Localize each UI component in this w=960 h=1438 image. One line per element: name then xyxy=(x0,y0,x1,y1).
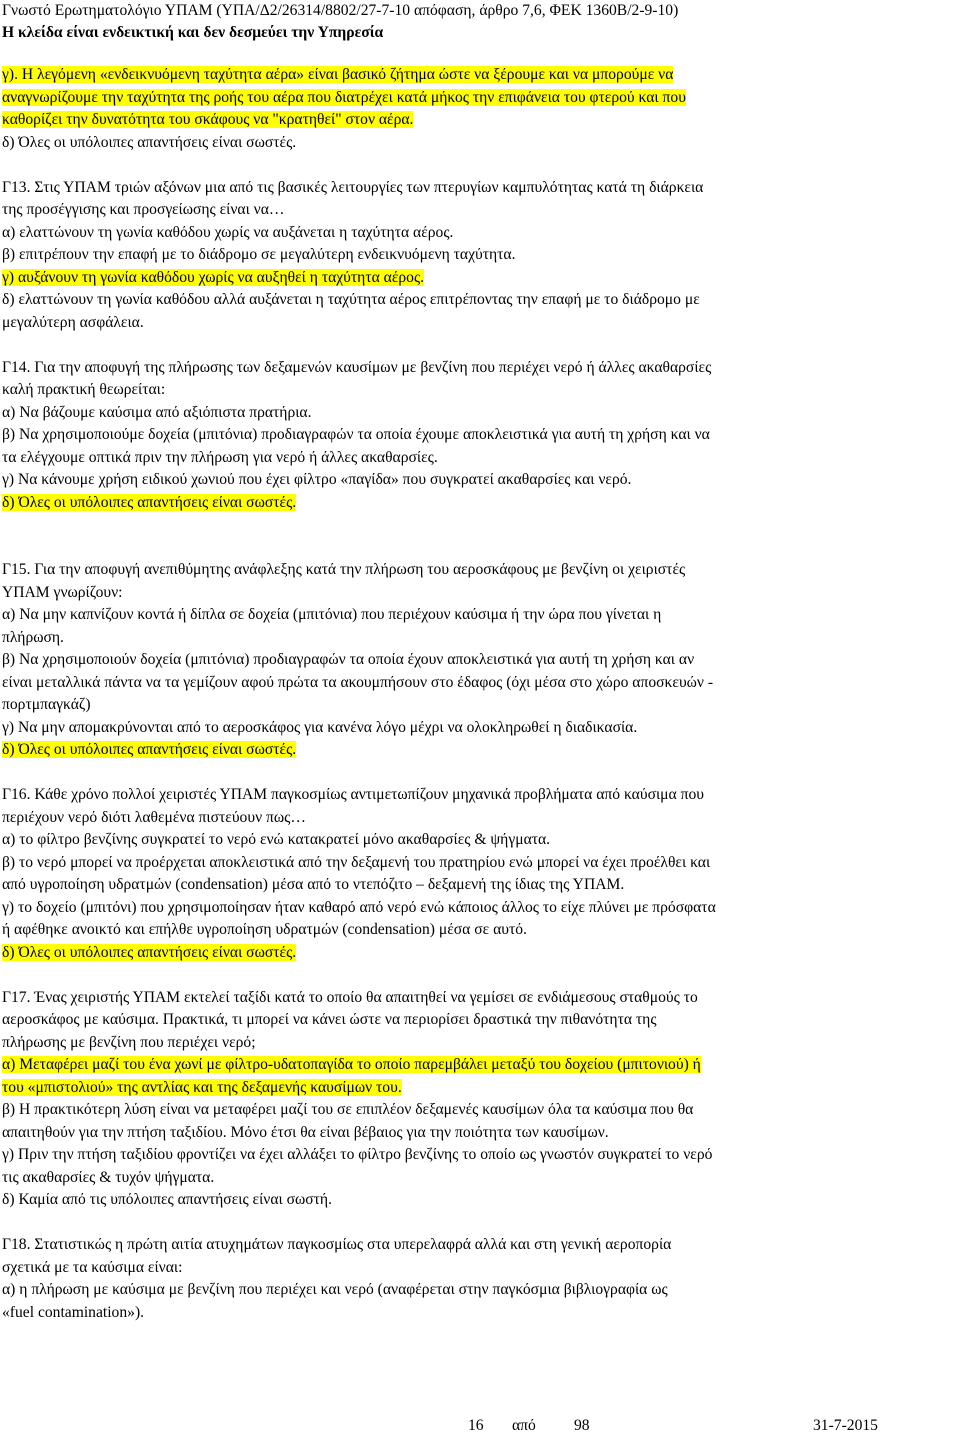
line-text: τις ακαθαρσίες & τυχόν ψήγματα. xyxy=(2,1168,215,1186)
line-text: πλήρωση. xyxy=(2,628,64,646)
question-block xyxy=(2,559,954,762)
text-line xyxy=(2,897,954,920)
text-line xyxy=(2,447,954,470)
text-line xyxy=(2,1257,954,1280)
text-line xyxy=(2,1099,954,1122)
highlighted-answer-text: καθορίζει την δυνατότητα του σκάφους να "κρατηθεί" στον αέρα. xyxy=(2,111,414,128)
paragraph-gap xyxy=(2,537,954,560)
text-line xyxy=(2,1054,954,1077)
line-text: Γ18. Στατιστικώς η πρώτη αιτία ατυχημάτων παγκοσμίως στα υπερελαφρά αλλά και στη γενική αεροπορία xyxy=(2,1236,672,1253)
paragraph-gap xyxy=(2,514,954,537)
highlighted-answer-text: δ) Όλες οι υπόλοιπες απαντήσεις είναι σωστές. xyxy=(2,493,297,511)
paragraph-gap xyxy=(2,154,954,177)
line-text: γ) το δοχείο (μπιτόνι) που χρησιμοποίησαν ήταν καθαρό από νερό ενώ κάποιος άλλος το είχε πλύνει με πρόσφατα xyxy=(2,898,716,916)
line-text: α) η πλήρωση με καύσιμα με βενζίνη που περιέχει και νερό (αναφέρεται στην παγκόσμια βιβλιογραφία ως xyxy=(2,1281,668,1298)
text-line xyxy=(2,1167,954,1190)
line-text: δ) Όλες οι υπόλοιπες απαντήσεις είναι σωστές. xyxy=(2,133,297,151)
line-text: «fuel contamination»). xyxy=(2,1303,145,1321)
paragraph-gap xyxy=(2,334,954,357)
text-line xyxy=(2,469,954,492)
text-line xyxy=(2,1144,954,1167)
line-text: α) Να μην καπνίζουν κοντά ή δίπλα σε δοχεία (μπιτόνια) που περιέχουν καύσιμα ή την ώρα που γίνεται η xyxy=(2,606,662,623)
text-line xyxy=(2,244,954,267)
text-line xyxy=(2,672,954,695)
page-total: 98 xyxy=(574,1417,590,1434)
header-disclaimer: Η κλείδα είναι ενδεικτική και δεν δεσμεύει την Υπηρεσία xyxy=(2,24,384,41)
line-text: δ) Καμία από τις υπόλοιπες απαντήσεις είναι σωστή. xyxy=(2,1191,332,1208)
text-line xyxy=(2,132,954,155)
text-line xyxy=(2,559,954,582)
line-text: Γ16. Κάθε χρόνο πολλοί χειριστές ΥΠΑΜ παγκοσμίως αντιμετωπίζουν μηχανικά προβλήματα από καύσιμα που xyxy=(2,786,704,803)
line-text: γ) Να μην απομακρύνονται από το αεροσκάφος για κανένα λόγο μέχρι να ολοκληρωθεί η διαδικασία. xyxy=(2,718,638,736)
text-line xyxy=(2,807,954,830)
text-line xyxy=(2,784,954,807)
text-line xyxy=(2,582,954,605)
highlighted-answer-text: αναγνωρίζουμε την ταχύτητα της ροής του αέρα που διατρέχει κατά μήκος την επιφάνεια του φτερού και που xyxy=(2,88,686,106)
header-title: Γνωστό Ερωτηματολόγιο ΥΠΑΜ (ΥΠΑ/Δ2/26314/8802/27-7-10 απόφαση, άρθρο 7,6, ΦΕΚ 1360Β/2-9-10) xyxy=(2,2,679,19)
highlighted-answer-text: α) Μεταφέρει μαζί του ένα χωνί με φίλτρο-υδατοπαγίδα το οποίο παρεμβάλει μεταξύ του δοχείου (μπιτονιού) ή xyxy=(2,1056,701,1073)
text-line xyxy=(2,627,954,650)
text-line xyxy=(2,199,954,222)
footer-date: 31-7-2015 xyxy=(813,1417,878,1434)
line-text: αεροσκάφος με καύσιμα. Πρακτικά, τι μπορεί να κάνει ώστε να περιορίσει δραστικά την πιθανότητα της xyxy=(2,1011,657,1028)
question-block xyxy=(2,177,954,335)
highlighted-answer-text: του «μπιστολιού» της αντλίας και της δεξαμενής καυσίμων του. xyxy=(2,1078,402,1096)
text-line xyxy=(2,1189,954,1212)
text-line xyxy=(2,64,954,87)
line-text: απαιτηθούν για την πτήση ταξιδίου. Μόνο έτσι θα είναι βέβαιος για την ποιότητα των καυσίμων. xyxy=(2,1123,609,1141)
line-text: Γ17. Ένας χειριστής ΥΠΑΜ εκτελεί ταξίδι κατά το οποίο θα απαιτηθεί να γεμίσει σε ενδιάμεσους σταθμούς το xyxy=(2,988,698,1006)
text-line xyxy=(2,109,954,132)
question-block xyxy=(2,64,954,154)
text-line xyxy=(2,1279,954,1302)
line-text: πλήρωσης με βενζίνη που περιέχει νερό; xyxy=(2,1033,256,1051)
line-text: β) Να χρησιμοποιούμε δοχεία (μπιτόνια) προδιαγραφών τα οποία έχουμε αποκλειστικά για αυτή τη χρήση και να xyxy=(2,426,710,443)
highlighted-answer-text: γ) αυξάνουν τη γωνία καθόδου χωρίς να αυξηθεί η ταχύτητα αέρος. xyxy=(2,268,425,286)
text-line xyxy=(2,829,954,852)
line-text: β) το νερό μπορεί να προέρχεται αποκλειστικά από την δεξαμενή του πρατηρίου ενώ μπορεί να έχει προέλθει και xyxy=(2,853,711,871)
line-text: ΥΠΑΜ γνωρίζουν: xyxy=(2,583,123,601)
line-text: Γ14. Για την αποφυγή της πλήρωσης των δεξαμενών καυσίμων με βενζίνη που περιέχει νερό ή άλλες ακαθαρσίες xyxy=(2,358,712,376)
line-text: β) Η πρακτικότερη λύση είναι να μεταφέρει μαζί του σε επιπλέον δεξαμενές καυσίμων όλα τα καύσιμα που θα xyxy=(2,1101,694,1118)
line-text: δ) ελαττώνουν τη γωνία καθόδου αλλά αυξάνεται η ταχύτητα αέρος επιτρέποντας την επαφή με το διάδρομο με xyxy=(2,291,700,308)
text-line xyxy=(2,402,954,425)
text-line xyxy=(2,1302,954,1325)
text-line xyxy=(2,919,954,942)
text-line xyxy=(2,942,954,965)
text-line xyxy=(2,177,954,200)
line-text: καλή πρακτική θεωρείται: xyxy=(2,381,166,398)
text-line xyxy=(2,852,954,875)
line-text: της προσέγγισης και προσγείωσης είναι να… xyxy=(2,201,285,218)
text-line xyxy=(2,1009,954,1032)
line-text: β) επιτρέπουν την επαφή με το διάδρομο σε μεγαλύτερη ενδεικνυόμενη ταχύτητα. xyxy=(2,246,516,263)
paragraph-gap xyxy=(2,964,954,987)
text-line xyxy=(2,874,954,897)
paragraph-gap xyxy=(2,1212,954,1235)
question-block xyxy=(2,784,954,964)
line-text: σχετικά με τα καύσιμα είναι: xyxy=(2,1258,183,1276)
text-line xyxy=(2,424,954,447)
line-text: α) Να βάζουμε καύσιμα από αξιόπιστα πρατήρια. xyxy=(2,403,312,421)
page-footer xyxy=(0,1415,960,1437)
line-text: ή αφέθηκε ανοικτό και επήλθε υγροποίηση υδρατμών (condensation) μέσα σε αυτό. xyxy=(2,921,527,938)
text-line xyxy=(2,1122,954,1145)
document-body xyxy=(2,64,954,1324)
text-line xyxy=(2,987,954,1010)
page-number: 16 xyxy=(468,1417,484,1434)
text-line xyxy=(2,357,954,380)
line-text: από υγροποίηση υδρατμών (condensation) μέσα από το ντεπόζιτο – δεξαμενή της ίδιας της ΥΠΑΜ. xyxy=(2,876,625,893)
page-of-label: από xyxy=(512,1417,536,1434)
text-line xyxy=(2,379,954,402)
line-text: γ) Πριν την πτήση ταξιδίου φροντίζει να έχει αλλάξει το φίλτρο βενζίνης το οποίο ως γνωστόν συγκρατεί το νερό xyxy=(2,1146,713,1163)
line-text: α) το φίλτρο βενζίνης συγκρατεί το νερό ενώ κατακρατεί μόνο ακαθαρσίες & ψήγματα. xyxy=(2,831,551,848)
line-text: περιέχουν νερό διότι λαθεμένα πιστεύουν πως… xyxy=(2,808,306,826)
text-line xyxy=(2,1077,954,1100)
text-line xyxy=(2,694,954,717)
text-line xyxy=(2,1032,954,1055)
line-text: Γ13. Στις ΥΠΑΜ τριών αξόνων μια από τις βασικές λειτουργίες των πτερυγίων καμπυλότητας κατά τη διάρκεια xyxy=(2,178,704,196)
text-line xyxy=(2,717,954,740)
line-text: β) Να χρησιμοποιούν δοχεία (μπιτόνια) προδιαγραφών τα οποία έχουν αποκλειστικά για αυτή τη χρήση και αν xyxy=(2,651,695,668)
line-text: τα ελέγχουμε οπτικά πριν την πλήρωση για νερό ή άλλες ακαθαρσίες. xyxy=(2,448,438,466)
question-block xyxy=(2,1234,954,1324)
paragraph-gap xyxy=(2,762,954,785)
text-line xyxy=(2,312,954,335)
text-line xyxy=(2,289,954,312)
document-header xyxy=(2,0,952,44)
question-block xyxy=(2,357,954,515)
text-line xyxy=(2,492,954,515)
line-text: μεγαλύτερη ασφάλεια. xyxy=(2,313,144,331)
line-text: πορτμπαγκάζ) xyxy=(2,696,91,713)
line-text: γ) Να κάνουμε χρήση ειδικού χωνιού που έχει φίλτρο «παγίδα» που συγκρατεί ακαθαρσίες και νερό. xyxy=(2,471,632,488)
text-line xyxy=(2,267,954,290)
highlighted-answer-text: γ). Η λεγόμενη «ενδεικνυόμενη ταχύτητα αέρα» είναι βασικό ζήτημα ώστε να ξέρουμε και να μπορούμε να xyxy=(2,66,674,83)
text-line xyxy=(2,87,954,110)
text-line xyxy=(2,1234,954,1257)
line-text: α) ελαττώνουν τη γωνία καθόδου χωρίς να αυξάνεται η ταχύτητα αέρος. xyxy=(2,223,454,241)
text-line xyxy=(2,222,954,245)
text-line xyxy=(2,739,954,762)
text-line xyxy=(2,604,954,627)
highlighted-answer-text: δ) Όλες οι υπόλοιπες απαντήσεις είναι σωστές. xyxy=(2,741,297,758)
highlighted-answer-text: δ) Όλες οι υπόλοιπες απαντήσεις είναι σωστές. xyxy=(2,943,297,961)
line-text: Γ15. Για την αποφυγή ανεπιθύμητης ανάφλεξης κατά την πλήρωση του αεροσκάφους με βενζίνη οι χειριστές xyxy=(2,561,686,578)
line-text: είναι μεταλλικά πάντα να τα γεμίζουν αφού πρώτα τα ακουμπήσουν στο έδαφος (όχι μέσα στο χώρο αποσκευών - xyxy=(2,673,714,691)
question-block xyxy=(2,987,954,1212)
text-line xyxy=(2,649,954,672)
